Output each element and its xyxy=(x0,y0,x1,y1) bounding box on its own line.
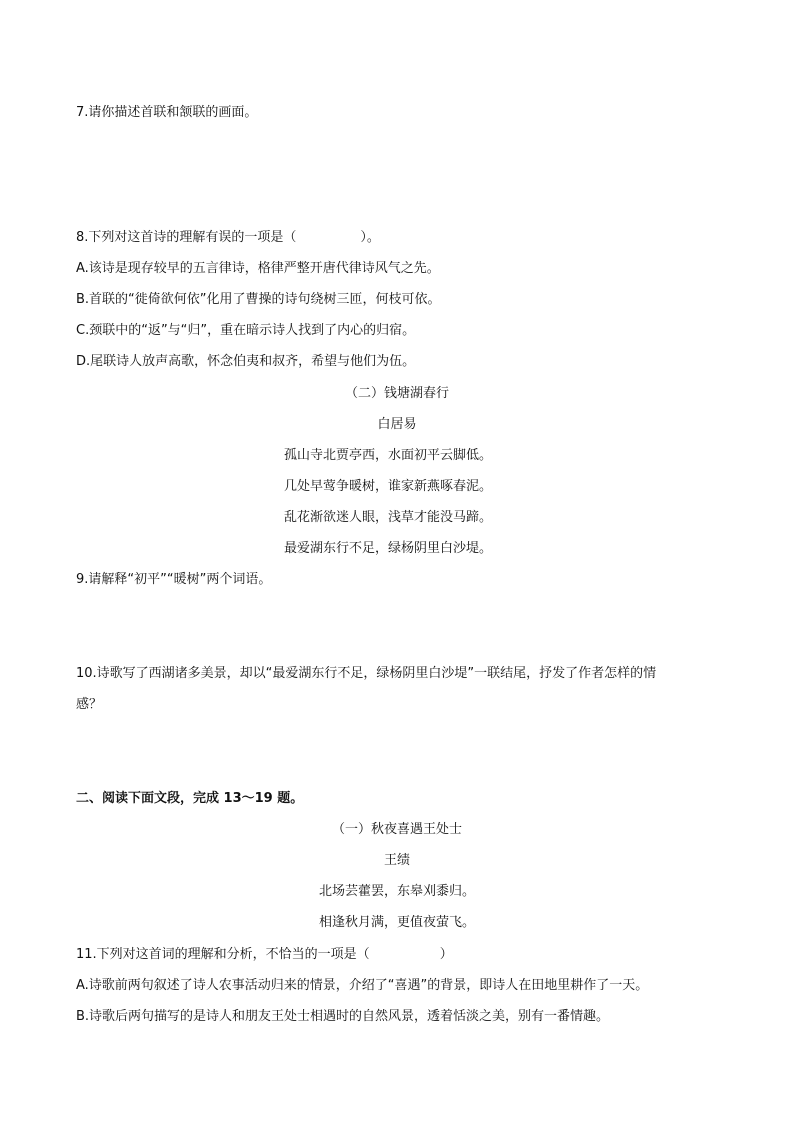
option-a: A.该诗是现存较早的五言律诗，格律严整开唐代律诗风气之先。 xyxy=(76,261,440,276)
poem-title: （一）秋夜喜遇王处士 xyxy=(331,822,462,837)
option-a: A.诗歌前两句叙述了诗人农事活动归来的情景，介绍了“喜遇”的背景，即诗人在田地里耕作了一天。 xyxy=(76,978,649,993)
poem-line: 乱花渐欲迷人眼，浅草才能没马蹄。 xyxy=(284,510,493,525)
question-8-stem: 8.下列对这首诗的理解有误的一项是（ xyxy=(76,230,297,245)
question-11 xyxy=(76,946,453,964)
option-c: C.颈联中的“返”与“归”，重在暗示诗人找到了内心的归宿。 xyxy=(76,323,416,338)
option-b: B.诗歌后两句描写的是诗人和朋友王处士相遇时的自然风景，透着恬淡之美，别有一番情趣。 xyxy=(76,1009,610,1024)
option-b: B.首联的“徙倚欲何依”化用了曹操的诗句绕树三匝，何枝可依。 xyxy=(76,292,441,307)
poem-author: 白居易 xyxy=(377,417,417,432)
question-8 xyxy=(76,229,380,247)
question-7: 7.请你描述首联和颔联的画面。 xyxy=(76,105,258,120)
option-d: D.尾联诗人放声高歌，怀念伯夷和叔齐，希望与他们为伍。 xyxy=(76,354,416,369)
poem-line: 北场芸藿罢，东皋刈黍归。 xyxy=(318,884,475,899)
question-8-stem-end: ）。 xyxy=(360,230,380,245)
poem-line: 几处早莺争暖树，谁家新燕啄春泥。 xyxy=(284,479,493,494)
poem-title: （二）钱塘湖春行 xyxy=(344,386,449,401)
question-9: 9.请解释“初平”“暖树”两个词语。 xyxy=(76,572,272,587)
poem-line: 相逢秋月满，更值夜萤飞。 xyxy=(318,915,475,930)
section-heading: 二、阅读下面文段，完成 13～19 题。 xyxy=(76,791,304,806)
poem-line: 最爱湖东行不足，绿杨阴里白沙堤。 xyxy=(284,541,493,556)
question-10-line-2: 感？ xyxy=(76,697,103,712)
poem-author: 王绩 xyxy=(383,853,410,868)
question-11-stem-end: ） xyxy=(439,947,453,962)
question-10-line-1: 10.诗歌写了西湖诸多美景，却以“最爱湖东行不足，绿杨阴里白沙堤”一联结尾，抒发了作者怎样的情 xyxy=(76,666,657,681)
question-11-stem: 11.下列对这首词的理解和分析，不恰当的一项是（ xyxy=(76,947,370,962)
poem-line: 孤山寺北贾亭西，水面初平云脚低。 xyxy=(284,448,493,463)
